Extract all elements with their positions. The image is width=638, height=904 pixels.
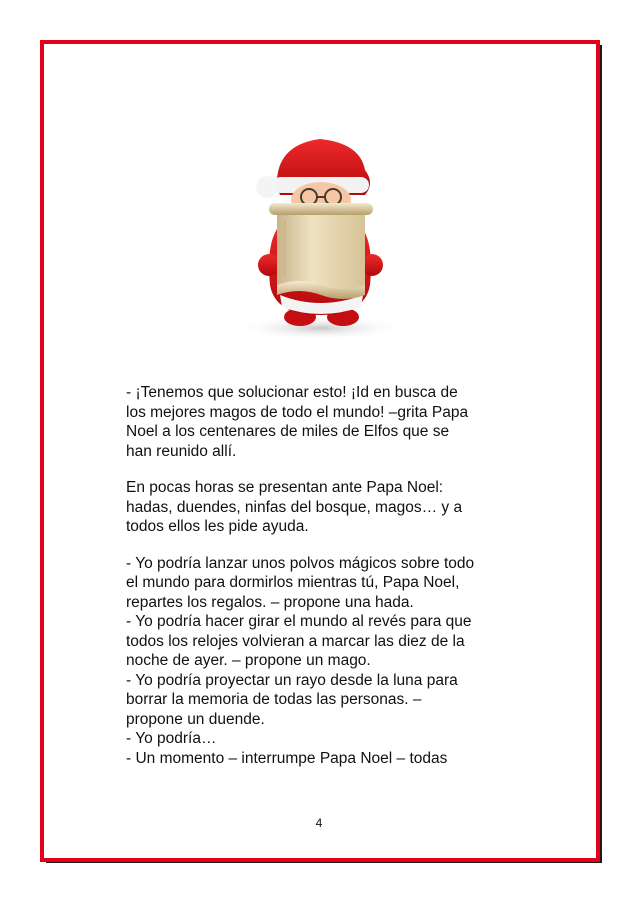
- paragraph-3: [126, 554, 526, 769]
- text-line: Noel a los centenares de miles de Elfos que se: [126, 423, 450, 440]
- text-line: - ¡Tenemos que solucionar esto! ¡Id en busca de: [126, 384, 458, 401]
- text-line: hadas, duendes, ninfas del bosque, magos… y a: [126, 498, 463, 516]
- text-line: - Yo podría proyectar un rayo desde la luna para: [126, 671, 458, 689]
- text-line: - Yo podría hacer girar el mundo al revés para que: [126, 613, 472, 630]
- paragraph-2: [126, 478, 526, 537]
- santa-illustration: [225, 125, 415, 340]
- text-line: han reunido allí.: [126, 442, 237, 460]
- text-line: todos los relojes volvieran a marcar las diez de la: [126, 632, 465, 650]
- text-line: repartes los regalos. – propone una hada.: [126, 593, 414, 611]
- text-line: propone un duende.: [126, 710, 265, 728]
- text-line: - Yo podría…: [126, 730, 217, 747]
- text-line: - Yo podría lanzar unos polvos mágicos sobre todo: [126, 554, 475, 572]
- text-line: En pocas horas se presentan ante Papa Noel:: [126, 479, 444, 496]
- page-number: 4: [315, 816, 323, 830]
- text-line: todos ellos les pide ayuda.: [126, 518, 309, 535]
- text-line: - Un momento – interrumpe Papa Noel – todas: [126, 749, 448, 767]
- text-line: noche de ayer. – propone un mago.: [126, 652, 371, 669]
- text-line: borrar la memoria de todas las personas. –: [126, 691, 422, 708]
- text-line: los mejores magos de todo el mundo! –grita Papa: [126, 403, 469, 421]
- paragraph-1: [126, 383, 526, 461]
- text-line: el mundo para dormirlos mientras tú, Papa Noel,: [126, 574, 460, 591]
- story-text: [126, 383, 526, 768]
